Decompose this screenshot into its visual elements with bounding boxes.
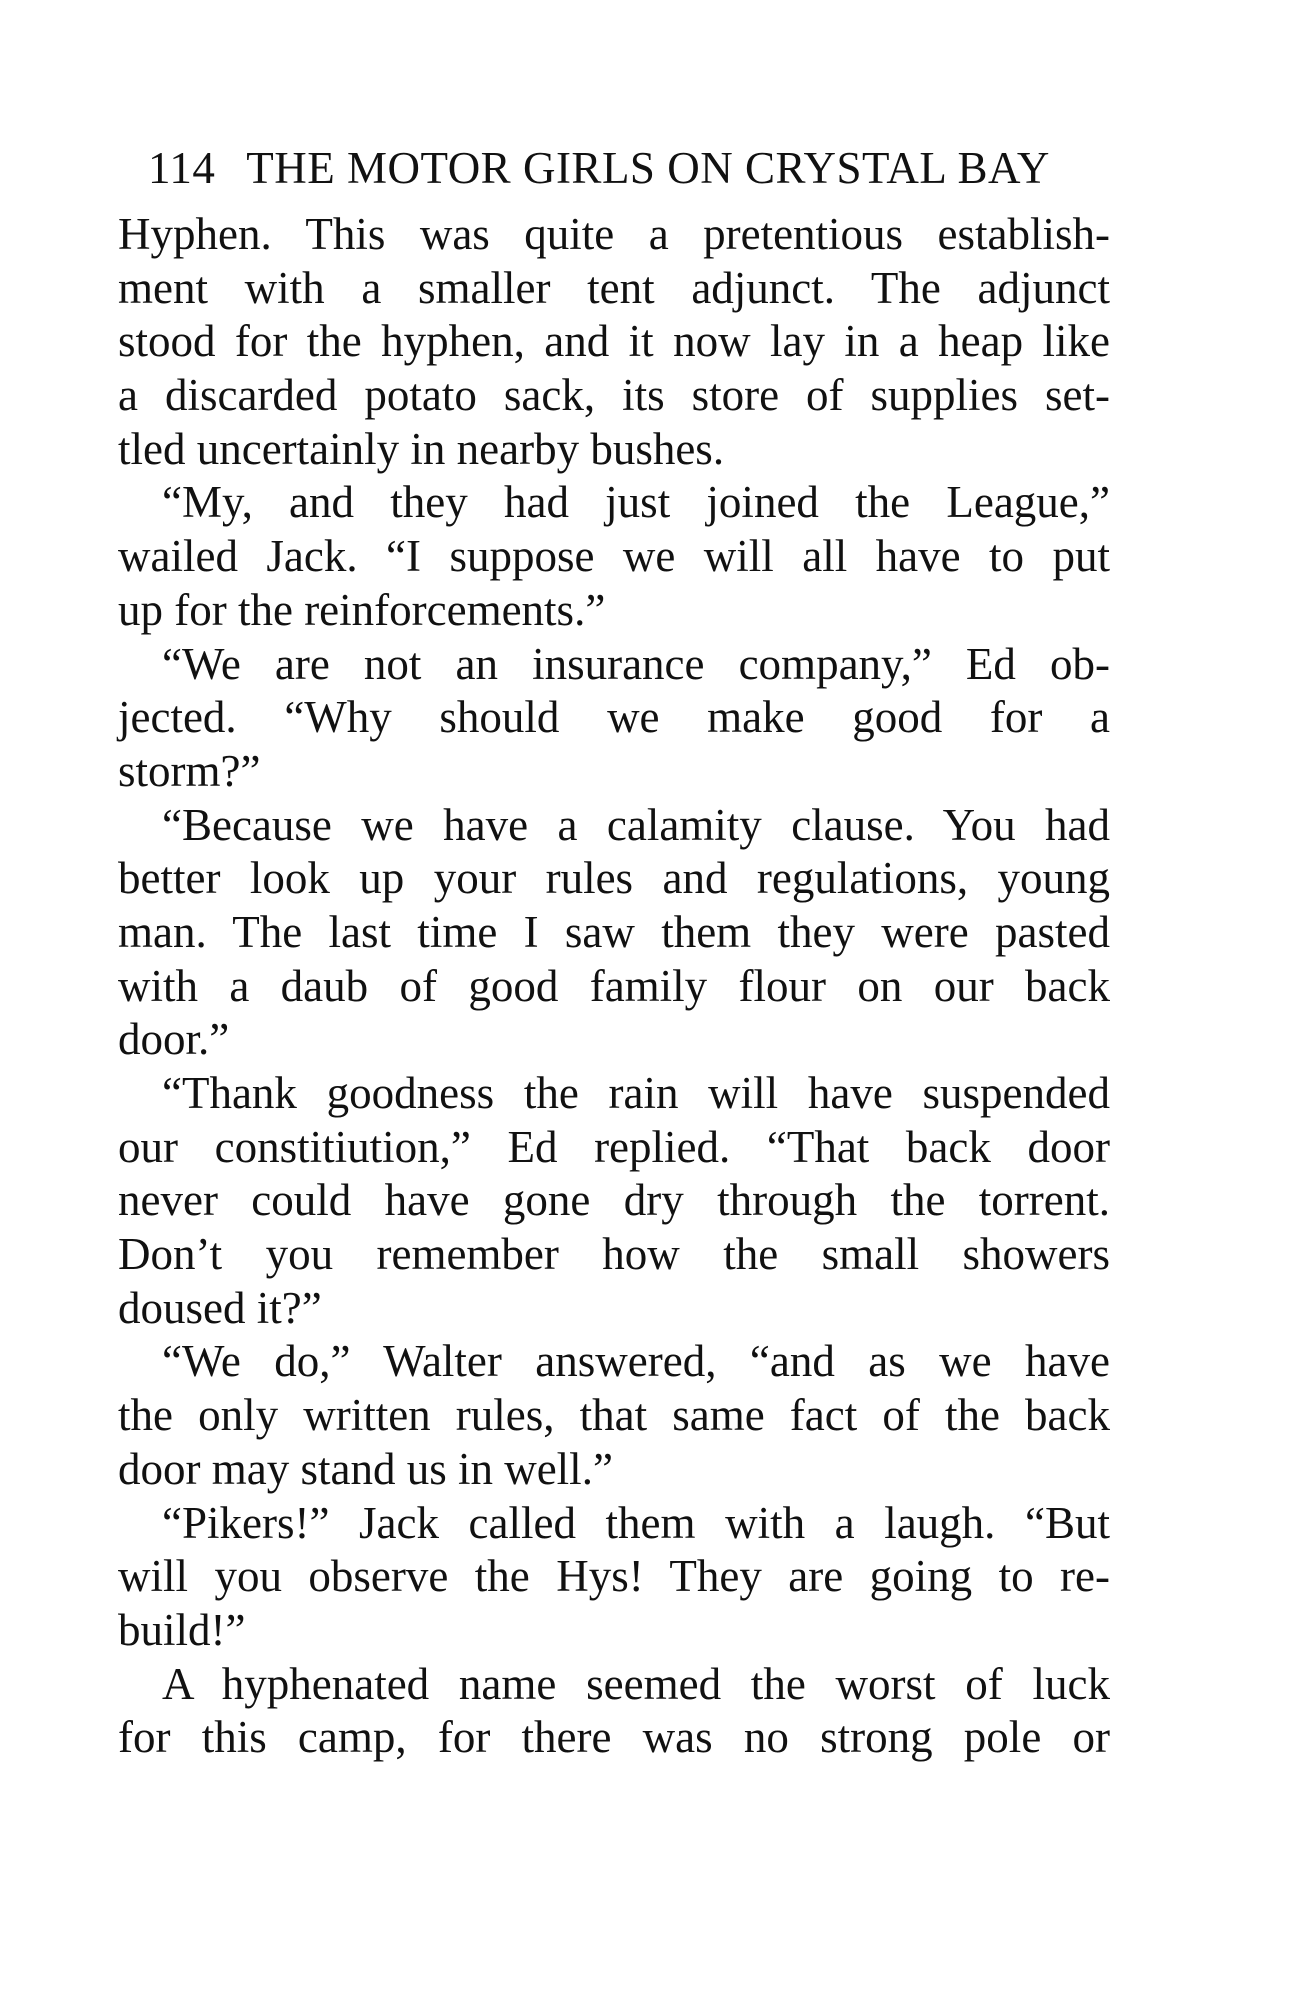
text-line: the only written rules, that same fact of the back — [118, 1390, 1110, 1441]
text-line: doused it?” — [118, 1282, 322, 1333]
text-line: stood for the hyphen, and it now lay in a heap like — [118, 316, 1110, 367]
text-line: “We are not an insurance company,” Ed ob- — [162, 638, 1110, 689]
text-line: our constitiution,” Ed replied. “That back door — [118, 1121, 1110, 1172]
text-line: better look up your rules and regulations, young — [118, 853, 1110, 904]
text-line: jected. “Why should we make good for a — [118, 692, 1110, 743]
text-line: Hyphen. This was quite a pretentious establish- — [118, 209, 1110, 259]
text-line: man. The last time I saw them they were pasted — [118, 906, 1110, 957]
running-title: THE MOTOR GIRLS ON CRYSTAL BAY — [246, 143, 1050, 193]
text-line: never could have gone dry through the torrent. — [118, 1175, 1110, 1226]
text-line: door may stand us in well.” — [118, 1443, 613, 1494]
text-line: storm?” — [118, 745, 261, 796]
text-line: “My, and they had just joined the League,” — [162, 477, 1110, 528]
text-line: “Thank goodness the rain will have suspended — [162, 1068, 1110, 1118]
text-line: a discarded potato sack, its store of supplies set- — [118, 370, 1110, 421]
text-line: for this camp, for there was no strong pole or — [118, 1712, 1110, 1763]
running-header — [148, 138, 1148, 198]
text-line: up for the reinforcements.” — [118, 584, 606, 635]
page-number: 114 — [148, 143, 216, 193]
text-line: “Because we have a calamity clause. You had — [162, 799, 1110, 850]
text-line: wailed Jack. “I suppose we will all have to put — [118, 531, 1110, 582]
text-line: will you observe the Hys! They are going to re- — [118, 1551, 1110, 1602]
text-line: “We do,” Walter answered, “and as we have — [162, 1336, 1110, 1387]
text-line: with a daub of good family flour on our back — [118, 960, 1110, 1011]
text-line: “Pikers!” Jack called them with a laugh. “But — [162, 1497, 1110, 1548]
text-line: Don’t you remember how the small showers — [118, 1229, 1110, 1280]
text-line: build!” — [118, 1604, 246, 1655]
text-line: tled uncertainly in nearby bushes. — [118, 423, 725, 474]
body-text — [118, 208, 1110, 1765]
text-line: A hyphenated name seemed the worst of luck — [162, 1658, 1110, 1709]
text-line: ment with a smaller tent adjunct. The adjunct — [118, 262, 1110, 313]
text-line: door.” — [118, 1014, 230, 1065]
